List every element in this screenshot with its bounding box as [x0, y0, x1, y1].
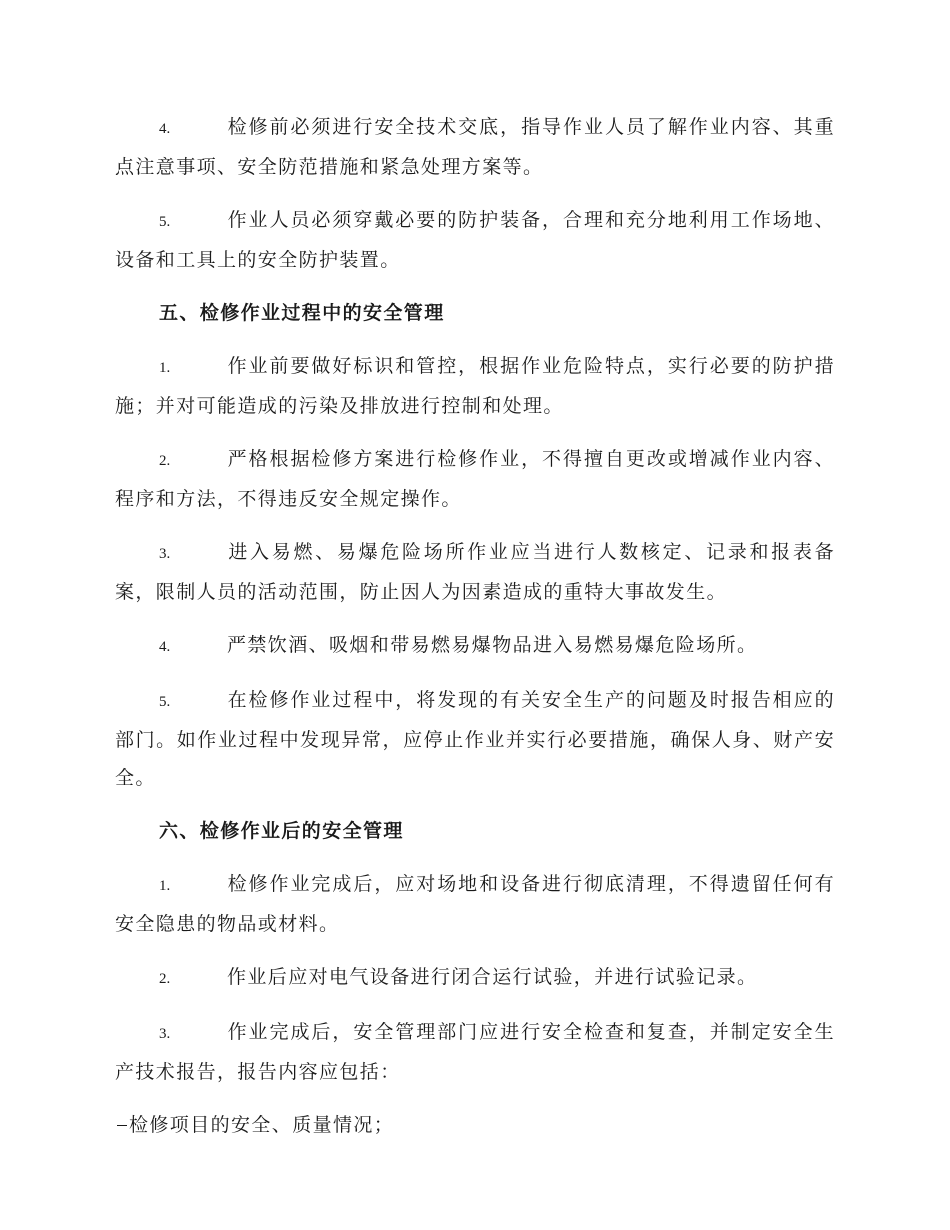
- list-item: [115, 533, 835, 611]
- item-text: 作业完成后，安全管理部门应进行安全检查和复查，并制定安全生产技术报告，报告内容应包括：: [115, 1021, 835, 1083]
- item-number: 4.: [159, 121, 171, 137]
- list-item: [115, 865, 835, 943]
- list-item: [115, 347, 835, 425]
- item-number: 3.: [159, 1026, 171, 1042]
- item-number: 4.: [159, 639, 171, 655]
- section-heading: 六、检修作业后的安全管理: [159, 820, 404, 842]
- item-number: 1.: [159, 878, 171, 894]
- dash-icon: [117, 1125, 127, 1126]
- list-item: [115, 681, 835, 797]
- item-text: 作业人员必须穿戴必要的防护装备，合理和充分地利用工作场地、设备和工具上的安全防护装置。: [115, 209, 835, 271]
- item-text: 严格根据检修方案进行检修作业，不得擅自更改或增减作业内容、程序和方法，不得违反安全规定操作。: [115, 448, 835, 510]
- item-text: 检修前必须进行安全技术交底，指导作业人员了解作业内容、其重点注意事项、安全防范措施和紧急处理方案等。: [115, 116, 835, 178]
- list-item: [115, 201, 835, 279]
- list-item: [115, 958, 835, 998]
- item-text: 在检修作业过程中，将发现的有关安全生产的问题及时报告相应的部门。如作业过程中发现异常，应停止作业并实行必要措施，确保人身、财产安全。: [115, 689, 835, 789]
- bullet-item: [115, 1106, 835, 1144]
- list-item: [115, 1013, 835, 1091]
- list-item: [115, 626, 835, 666]
- item-text: 检修作业完成后，应对场地和设备进行彻底清理，不得遗留任何有安全隐患的物品或材料。: [115, 873, 835, 935]
- item-text: 严禁饮酒、吸烟和带易燃易爆物品进入易燃易爆危险场所。: [227, 634, 758, 656]
- item-number: 3.: [159, 546, 171, 562]
- item-number: 1.: [159, 360, 171, 376]
- item-number: 5.: [159, 694, 171, 710]
- bullet-text: 检修项目的安全、质量情况；: [129, 1114, 395, 1136]
- item-number: 5.: [159, 214, 171, 230]
- section-heading: 五、检修作业过程中的安全管理: [159, 302, 445, 324]
- list-item: [115, 440, 835, 518]
- document-body: [115, 108, 835, 1144]
- item-number: 2.: [159, 971, 171, 987]
- list-item: [115, 108, 835, 186]
- item-number: 2.: [159, 453, 171, 469]
- item-text: 作业前要做好标识和管控，根据作业危险特点，实行必要的防护措施；并对可能造成的污染及排放进行控制和处理。: [115, 355, 835, 417]
- item-text: 作业后应对电气设备进行闭合运行试验，并进行试验记录。: [227, 966, 758, 988]
- item-text: 进入易燃、易爆危险场所作业应当进行人数核定、记录和报表备案，限制人员的活动范围，防止因人为因素造成的重特大事故发生。: [115, 541, 835, 603]
